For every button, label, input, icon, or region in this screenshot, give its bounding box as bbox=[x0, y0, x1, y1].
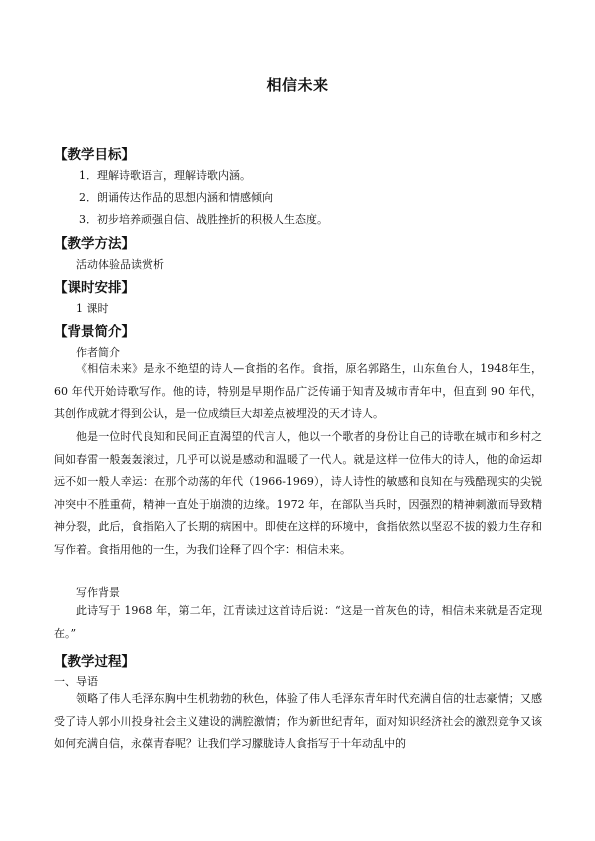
schedule-text: 1 课时 bbox=[76, 302, 109, 315]
writing-paragraph-1: 此诗写于 1968 年，第二年，江青读过这首诗后说：“这是一首灰色的诗，相信未来就是否定现在。” bbox=[54, 604, 542, 640]
writing-background-label: 写作背景 bbox=[76, 586, 120, 599]
author-paragraph-2: 他是一位时代良知和民间正直渴望的代言人，他以一个歌者的身份让自己的诗歌在城市和乡村之间如春雷一般轰轰滚过，几乎可以说是感动和温暖了一代人。就是这样一位伟大的诗人，他的命运却远不如一般人幸运：在那个动荡的年代（1966-1969），诗人诗性的敏感和良知在与残酷现实的尖锐冲突中不胜重荷，精神一直处于崩溃的边缘。1972 年，在部队当兵时，因强烈的精神刺激而导致精神分裂，此后，食指陷入了长期的病困中。即使在这样的环境中，食指依然以坚忍不拔的毅力生存和写作着。食指用他的一生，为我们诠释了四个字：相信未来。 bbox=[54, 430, 542, 556]
heading-schedule: 【课时安排】 bbox=[54, 280, 135, 296]
author-intro-label: 作者简介 bbox=[76, 346, 120, 359]
heading-goals: 【教学目标】 bbox=[54, 147, 135, 163]
goal-item-1: 1．理解诗歌语言，理解诗歌内涵。 bbox=[79, 169, 251, 182]
heading-process: 【教学过程】 bbox=[54, 654, 135, 670]
step-1-label: 一、导语 bbox=[54, 675, 98, 688]
heading-methods: 【教学方法】 bbox=[54, 236, 135, 252]
author-paragraph-1: 《相信未来》是永不绝望的诗人—食指的名作。食指，原名郭路生，山东鱼台人，1948年生，60 年代开始诗歌写作。他的诗，特别是早期作品广泛传诵于知青及城市青年中，但直到 90 年代，其创作成就才得到公认，是一位成绩巨大却差点被埋没的天才诗人。 bbox=[54, 362, 542, 421]
heading-background: 【背景简介】 bbox=[54, 324, 135, 340]
step-1-paragraph: 领略了伟人毛泽东胸中生机勃勃的秋色，体验了伟人毛泽东青年时代充满自信的壮志豪情；又感受了诗人郭小川投身社会主义建设的满腔激情；作为新世纪青年，面对知识经济社会的激烈竞争又该如何充满自信，永葆青春呢？让我们学习朦胧诗人食指写于十年动乱中的 bbox=[54, 692, 542, 751]
document-title: 相信未来 bbox=[266, 76, 329, 94]
goal-item-3: 3．初步培养顽强自信、战胜挫折的积极人生态度。 bbox=[79, 213, 328, 226]
goal-item-2: 2．朗诵传达作品的思想内涵和情感倾向 bbox=[79, 191, 273, 204]
methods-text: 活动体验品读赏析 bbox=[76, 258, 164, 271]
